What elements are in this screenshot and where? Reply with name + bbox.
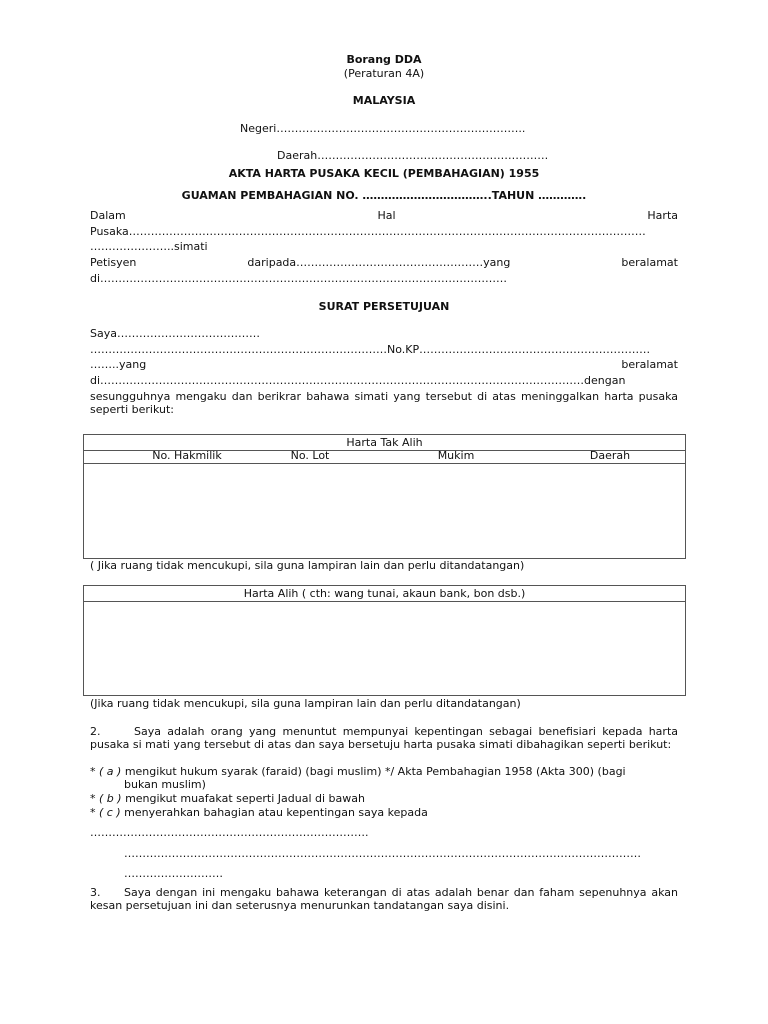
saya-line: Saya………………………………… [90, 327, 260, 340]
column-header-hakmilik: No. Hakmilik [152, 449, 222, 462]
declaration-statement: sesungguhnya mengaku dan berikrar bahawa simati yang tersebut di atas meninggalkan harta pusaka seperti berikut: [90, 390, 678, 416]
immovable-table-title: Harta Tak Alih [346, 436, 423, 449]
option-c [90, 806, 428, 819]
petisyen-word: Petisyen [90, 256, 137, 269]
country-label: MALAYSIA [352, 94, 416, 107]
blank-line-1: …………………………………………………………………. [90, 826, 369, 839]
beralamat-word: beralamat [621, 256, 678, 269]
act-title: AKTA HARTA PUSAKA KECIL (PEMBAHAGIAN) 1955 [228, 167, 540, 180]
option-c-marker: * ( c ) [90, 806, 121, 819]
column-header-lot: No. Lot [290, 449, 330, 462]
option-a [90, 765, 626, 778]
table-divider [84, 463, 685, 464]
option-c-text: menyerahkan bahagian atau kepentingan saya kepada [124, 806, 428, 819]
nokp-line: ………………………………………………………………………No.KP……………………………………………………… [90, 343, 651, 356]
form-title: Borang DDA [346, 53, 422, 66]
option-b [90, 792, 365, 805]
movable-table-note: (Jika ruang tidak mencukupi, sila guna lampiran lain dan perlu ditandatangan) [90, 697, 521, 710]
column-header-mukim: Mukim [437, 449, 475, 462]
dalam-word: Dalam [90, 209, 126, 222]
declaration-address-line: di……………………………………………………………………………………………………………………dengan [90, 374, 626, 387]
regulation-label: (Peraturan 4A) [343, 67, 425, 80]
clause-2-number: 2. [90, 725, 101, 738]
negeri-line: Negeri………………………………………………………….. [240, 122, 526, 135]
table-divider [84, 601, 685, 602]
daerah-line: Daerah……………………………………………………… [277, 149, 549, 162]
clause-3-text: Saya dengan ini mengaku bahawa keterangan di atas adalah benar dan faham sepenuhnya akan kesan persetujuan ini dan seterusnya menurunkan tandatangan saya disini. [90, 886, 678, 912]
option-a-text: mengikut hukum syarak (faraid) (bagi muslim) */ Akta Pembahagian 1958 (Akta 300) (bagi [124, 765, 626, 778]
hal-word: Hal [377, 209, 396, 222]
clause-3-number: 3. [90, 886, 101, 899]
pusaka-line: Pusaka…………………………………………………………………………………………………………………………… [90, 225, 646, 238]
declaration-beralamat-word: beralamat [621, 358, 678, 371]
yang-word: ……..yang [90, 358, 147, 371]
case-number-line: GUAMAN PEMBAHAGIAN NO. ……………………………..TAHUN …………. [181, 189, 587, 202]
option-a-marker: * ( a ) [90, 765, 122, 778]
daripada-line: daripada……………………………………………yang [247, 256, 511, 269]
movable-table-title: Harta Alih ( cth: wang tunai, akaun bank, bon dsb.) [243, 587, 526, 600]
clause-2-text: Saya adalah orang yang menuntut mempunyai kepentingan sebagai benefisiari kepada harta pusaka si mati yang tersebut di atas dan saya bersetuju harta pusaka simati dibahagikan seperti berikut: [90, 725, 678, 751]
declaration-row-yang [90, 358, 678, 371]
option-b-marker: * ( b ) [90, 792, 122, 805]
harta-word: Harta [647, 209, 678, 222]
simati-line: …………………..simati [90, 240, 208, 253]
blank-line-2: …………………………………………………………………………………………………………………………… [124, 847, 641, 860]
intro-row-1 [90, 209, 678, 222]
option-a-continuation: bukan muslim) [124, 778, 206, 791]
movable-property-table [83, 585, 686, 696]
blank-line-3: ……………………… [124, 867, 223, 880]
column-header-daerah: Daerah [589, 449, 631, 462]
option-b-text: mengikut muafakat seperti Jadual di bawah [125, 792, 365, 805]
intro-row-petisyen [90, 256, 678, 269]
section-title: SURAT PERSETUJUAN [318, 300, 450, 313]
immovable-table-note: ( Jika ruang tidak mencukupi, sila guna lampiran lain dan perlu ditandatangan) [90, 559, 525, 572]
immovable-property-table [83, 434, 686, 559]
intro-address-line: di………………………………………………………………………………………………… [90, 272, 508, 285]
